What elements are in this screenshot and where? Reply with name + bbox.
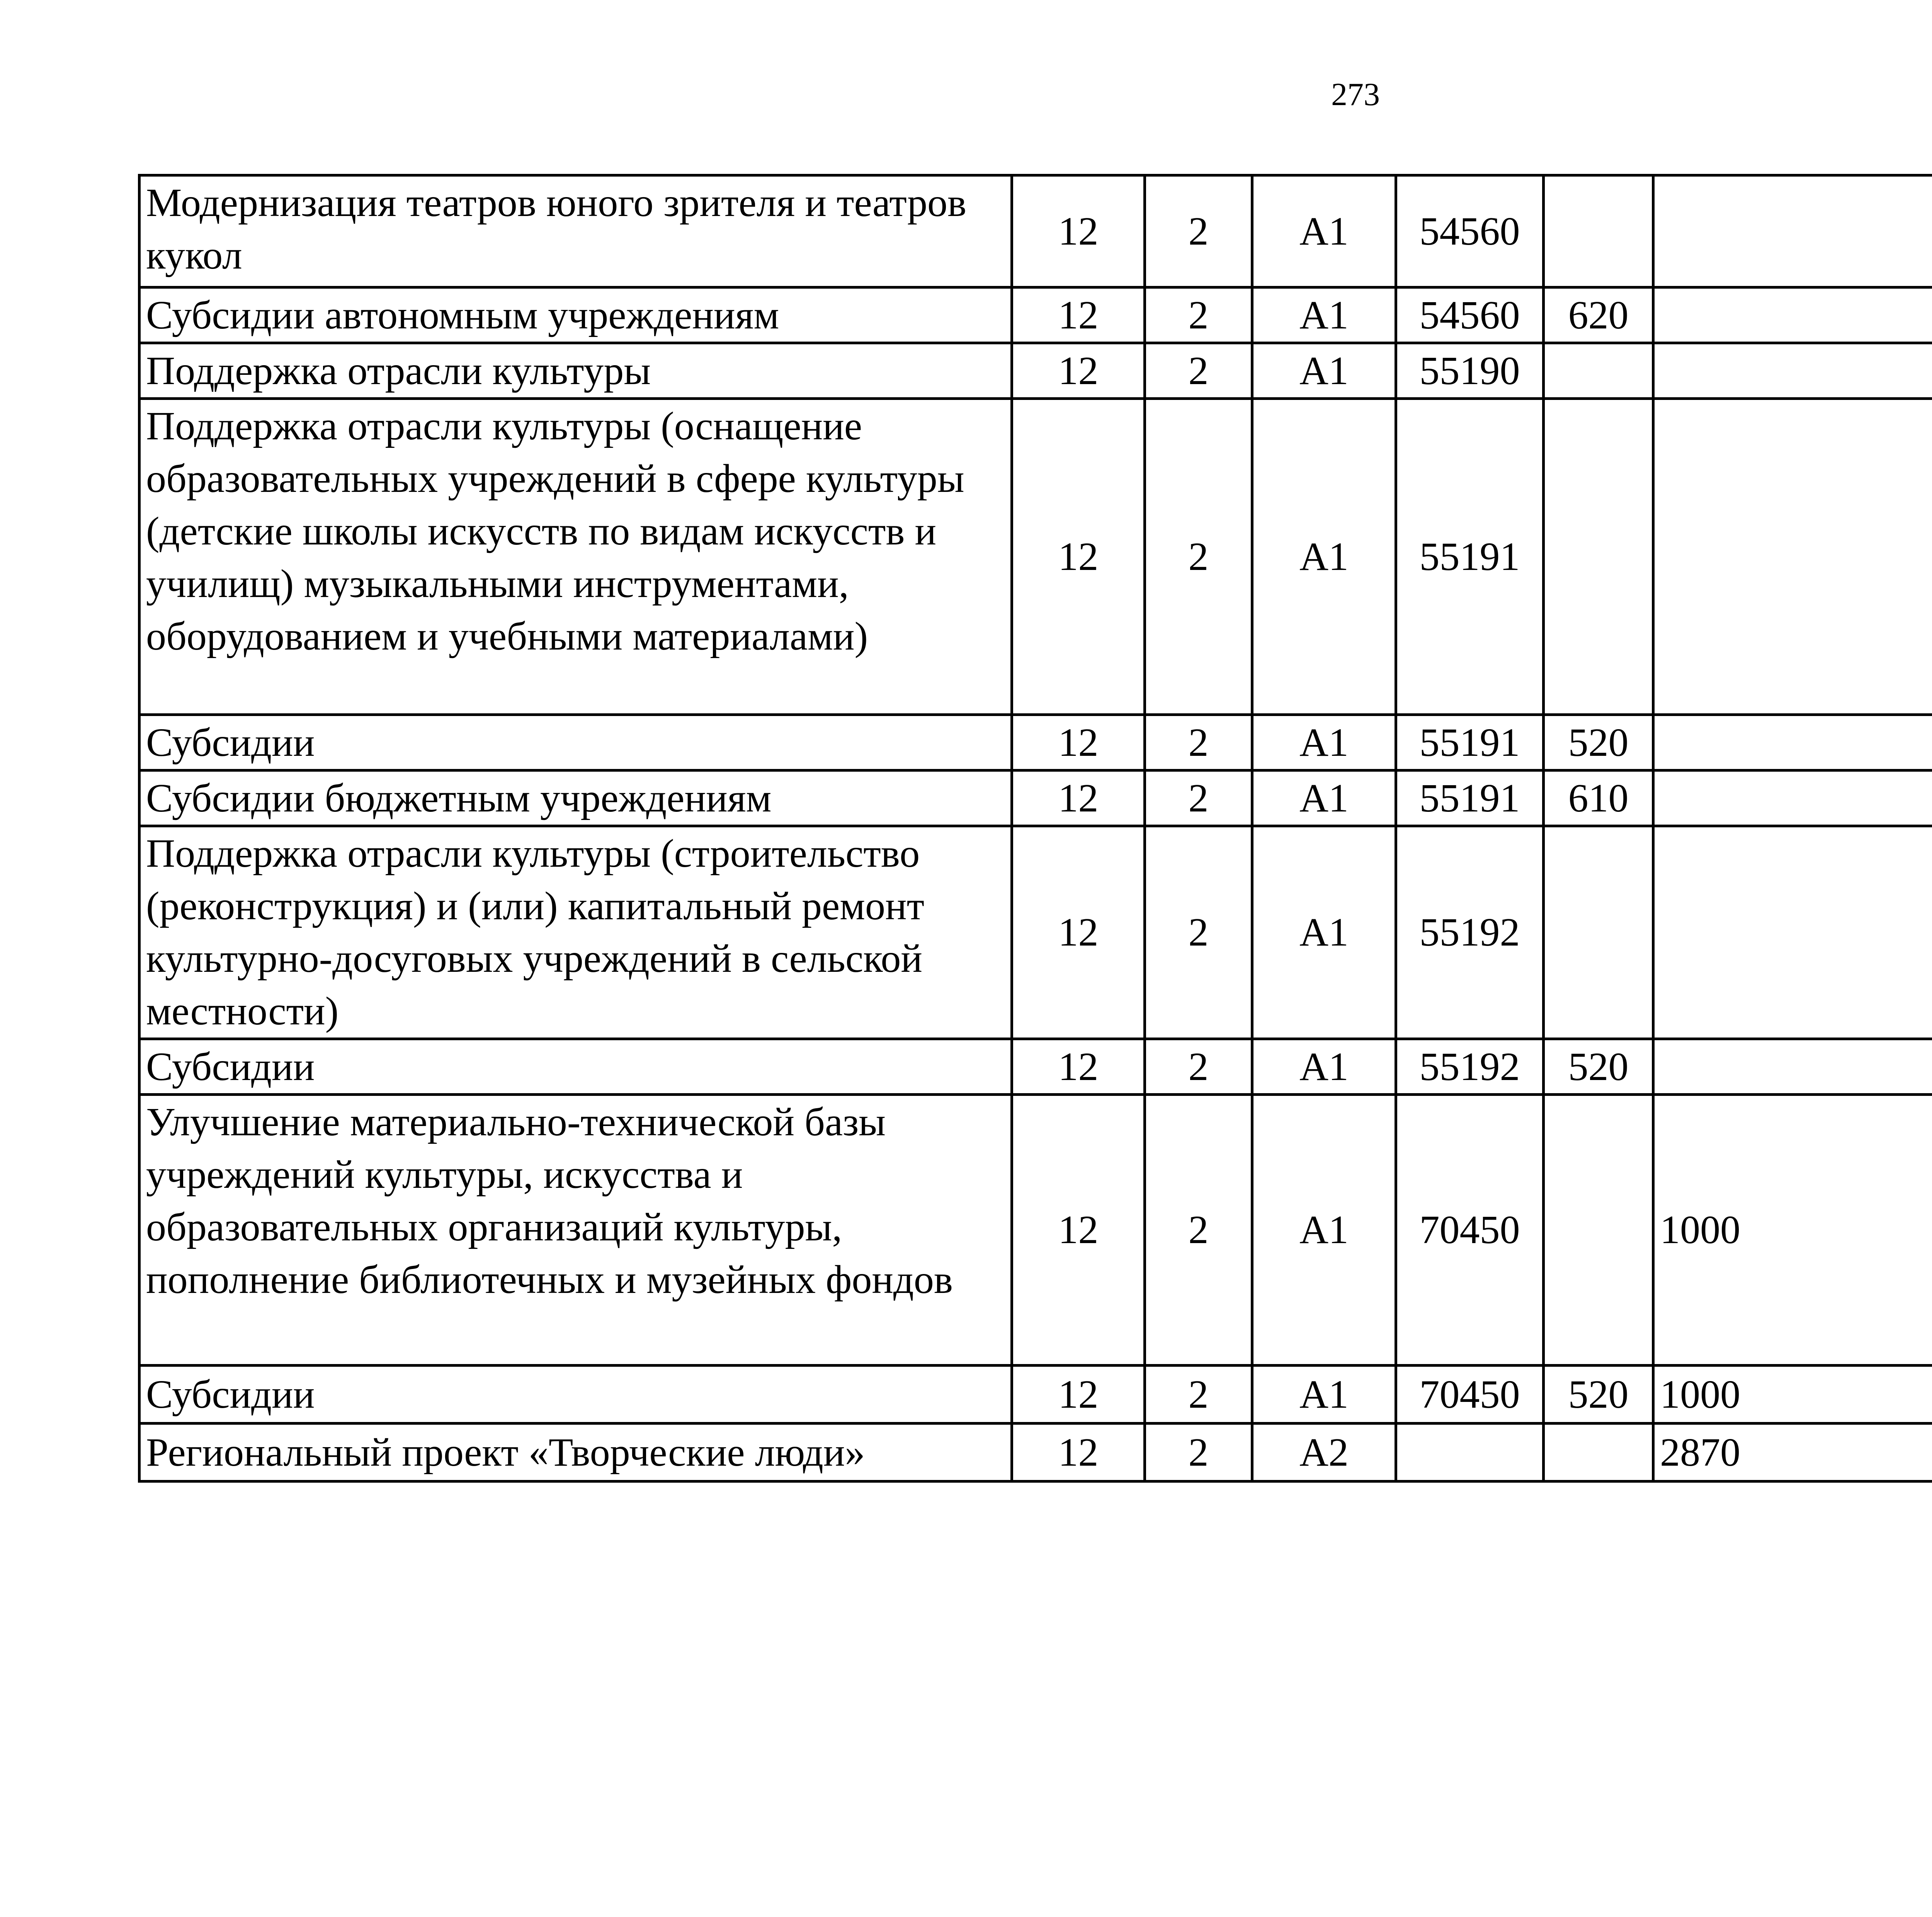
section-cell: 12 bbox=[1012, 1424, 1145, 1482]
subsection-cell: 2 bbox=[1145, 1095, 1252, 1366]
program-cell: А1 bbox=[1252, 343, 1396, 399]
direction-cell: 55191 bbox=[1396, 715, 1544, 771]
row-name-cell: Субсидии bbox=[139, 1366, 1012, 1424]
expense-type-cell bbox=[1544, 1424, 1653, 1482]
section-cell: 12 bbox=[1012, 343, 1145, 399]
direction-cell: 55192 bbox=[1396, 826, 1544, 1039]
section-cell: 12 bbox=[1012, 1039, 1145, 1095]
section-cell: 12 bbox=[1012, 1095, 1145, 1366]
row-name-cell: Поддержка отрасли культуры bbox=[139, 343, 1012, 399]
row-name-cell: Региональный проект «Творческие люди» bbox=[139, 1424, 1012, 1482]
amount-1-cell bbox=[1653, 175, 1932, 287]
expense-type-cell bbox=[1544, 343, 1653, 399]
amount-1-cell bbox=[1653, 715, 1932, 771]
subsection-cell: 2 bbox=[1145, 1039, 1252, 1095]
direction-cell: 55192 bbox=[1396, 1039, 1544, 1095]
expense-type-cell: 520 bbox=[1544, 1366, 1653, 1424]
subsection-cell: 2 bbox=[1145, 715, 1252, 771]
row-name-cell: Поддержка отрасли культуры (оснащение образовательных учреждений в сфере культуры (детские школы искусств по видам искусств и училищ) музыкальными инструментами, оборудованием и учебными материалами) bbox=[139, 399, 1012, 715]
direction-cell: 55190 bbox=[1396, 343, 1544, 399]
section-cell: 12 bbox=[1012, 1366, 1145, 1424]
amount-1-cell bbox=[1653, 343, 1932, 399]
row-name-cell: Субсидии bbox=[139, 715, 1012, 771]
subsection-cell: 2 bbox=[1145, 175, 1252, 287]
expense-type-cell bbox=[1544, 1095, 1653, 1366]
expense-type-cell: 520 bbox=[1544, 1039, 1653, 1095]
section-cell: 12 bbox=[1012, 399, 1145, 715]
table-row bbox=[139, 1039, 1932, 1095]
subsection-cell: 2 bbox=[1145, 1424, 1252, 1482]
row-name-cell: Субсидии автономным учреждениям bbox=[139, 287, 1012, 343]
direction-cell: 54560 bbox=[1396, 175, 1544, 287]
table-row bbox=[139, 826, 1932, 1039]
amount-1-cell bbox=[1653, 771, 1932, 826]
section-cell: 12 bbox=[1012, 826, 1145, 1039]
section-cell: 12 bbox=[1012, 715, 1145, 771]
program-cell: А1 bbox=[1252, 715, 1396, 771]
direction-cell bbox=[1396, 1424, 1544, 1482]
subsection-cell: 2 bbox=[1145, 287, 1252, 343]
subsection-cell: 2 bbox=[1145, 343, 1252, 399]
expense-type-cell bbox=[1544, 399, 1653, 715]
amount-1-cell: 1000 bbox=[1653, 1095, 1932, 1366]
table-row bbox=[139, 343, 1932, 399]
table-row bbox=[139, 399, 1932, 715]
budget-table bbox=[138, 174, 1932, 1483]
program-cell: А1 bbox=[1252, 399, 1396, 715]
section-cell: 12 bbox=[1012, 771, 1145, 826]
table-row bbox=[139, 715, 1932, 771]
row-name-cell: Субсидии bbox=[139, 1039, 1012, 1095]
row-name-cell: Поддержка отрасли культуры (строительство (реконструкция) и (или) капитальный ремонт культурно-досуговых учреждений в сельской местности) bbox=[139, 826, 1012, 1039]
program-cell: А1 bbox=[1252, 1095, 1396, 1366]
expense-type-cell: 520 bbox=[1544, 715, 1653, 771]
amount-1-cell: 2870 bbox=[1653, 1424, 1932, 1482]
expense-type-cell bbox=[1544, 175, 1653, 287]
program-cell: А1 bbox=[1252, 1039, 1396, 1095]
program-cell: А1 bbox=[1252, 771, 1396, 826]
section-cell: 12 bbox=[1012, 175, 1145, 287]
section-cell: 12 bbox=[1012, 287, 1145, 343]
program-cell: А1 bbox=[1252, 175, 1396, 287]
amount-1-cell bbox=[1653, 826, 1932, 1039]
direction-cell: 55191 bbox=[1396, 399, 1544, 715]
table-row bbox=[139, 287, 1932, 343]
direction-cell: 70450 bbox=[1396, 1366, 1544, 1424]
table-row bbox=[139, 175, 1932, 287]
amount-1-cell bbox=[1653, 1039, 1932, 1095]
table-row bbox=[139, 1095, 1932, 1366]
row-name-cell: Субсидии бюджетным учреждениям bbox=[139, 771, 1012, 826]
program-cell: А1 bbox=[1252, 287, 1396, 343]
subsection-cell: 2 bbox=[1145, 771, 1252, 826]
direction-cell: 70450 bbox=[1396, 1095, 1544, 1366]
subsection-cell: 2 bbox=[1145, 399, 1252, 715]
subsection-cell: 2 bbox=[1145, 826, 1252, 1039]
page-number: 273 bbox=[1331, 77, 1380, 112]
row-name-cell: Модернизация театров юного зрителя и театров кукол bbox=[139, 175, 1012, 287]
amount-1-cell: 1000 bbox=[1653, 1366, 1932, 1424]
program-cell: А2 bbox=[1252, 1424, 1396, 1482]
table-row bbox=[139, 771, 1932, 826]
expense-type-cell: 620 bbox=[1544, 287, 1653, 343]
table-row bbox=[139, 1424, 1932, 1482]
program-cell: А1 bbox=[1252, 826, 1396, 1039]
subsection-cell: 2 bbox=[1145, 1366, 1252, 1424]
amount-1-cell bbox=[1653, 399, 1932, 715]
program-cell: А1 bbox=[1252, 1366, 1396, 1424]
table-row bbox=[139, 1366, 1932, 1424]
expense-type-cell bbox=[1544, 826, 1653, 1039]
direction-cell: 54560 bbox=[1396, 287, 1544, 343]
expense-type-cell: 610 bbox=[1544, 771, 1653, 826]
row-name-cell: Улучшение материально-технической базы учреждений культуры, искусства и образовательных организаций культуры, пополнение библиотечных и музейных фондов bbox=[139, 1095, 1012, 1366]
amount-1-cell bbox=[1653, 287, 1932, 343]
direction-cell: 55191 bbox=[1396, 771, 1544, 826]
